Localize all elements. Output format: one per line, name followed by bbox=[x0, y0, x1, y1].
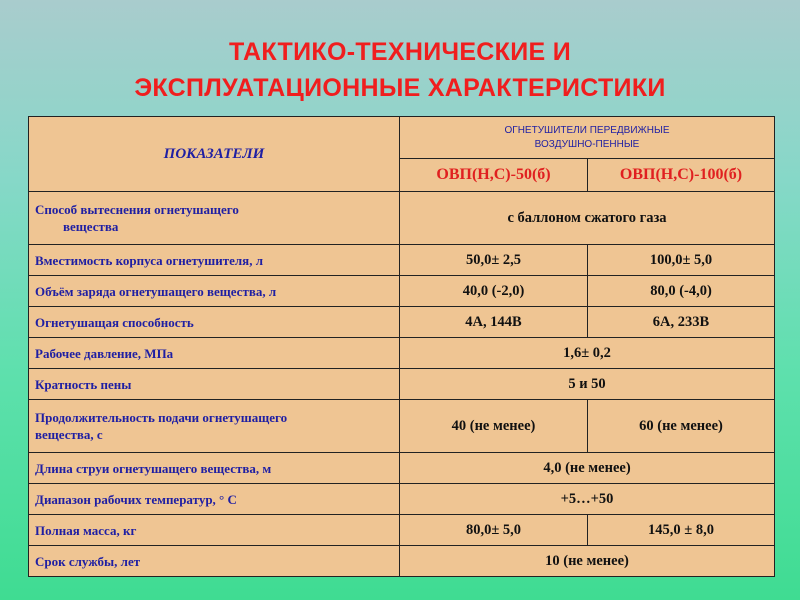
row-value: 10 (не менее) bbox=[400, 546, 775, 577]
row-value: с баллоном сжатого газа bbox=[400, 192, 775, 245]
row-value-model-2: 6А, 233В bbox=[588, 307, 775, 338]
row-value-model-1: 4А, 144В bbox=[400, 307, 588, 338]
specifications-table bbox=[28, 116, 775, 577]
row-value: +5…+50 bbox=[400, 484, 775, 515]
header-model-2: ОВП(Н,С)-100(б) bbox=[588, 159, 775, 192]
row-value: 4,0 (не менее) bbox=[400, 453, 775, 484]
table-row bbox=[29, 453, 775, 484]
table-row bbox=[29, 192, 775, 245]
table-header-row bbox=[29, 117, 775, 159]
row-value-model-1: 40 (не менее) bbox=[400, 400, 588, 453]
row-value-model-1: 50,0± 2,5 bbox=[400, 245, 588, 276]
header-group-line-2: ВОЗДУШНО-ПЕННЫЕ bbox=[534, 138, 640, 150]
table-row bbox=[29, 400, 775, 453]
table-row bbox=[29, 484, 775, 515]
table-row bbox=[29, 515, 775, 546]
row-label: Полная масса, кг bbox=[29, 515, 400, 546]
table-row bbox=[29, 369, 775, 400]
row-label-line-1: Продолжительность подачи огнетушащего bbox=[35, 410, 288, 425]
table-row bbox=[29, 338, 775, 369]
row-label: Длина струи огнетушащего вещества, м bbox=[29, 453, 400, 484]
row-label: Рабочее давление, МПа bbox=[29, 338, 400, 369]
row-value-model-1: 40,0 (-2,0) bbox=[400, 276, 588, 307]
row-label: Кратность пены bbox=[29, 369, 400, 400]
table-row bbox=[29, 276, 775, 307]
title-line-2: ЭКСПЛУАТАЦИОННЫЕ ХАРАКТЕРИСТИКИ bbox=[134, 74, 666, 102]
row-label bbox=[29, 192, 400, 245]
table-row bbox=[29, 245, 775, 276]
header-group-line-1: ОГНЕТУШИТЕЛИ ПЕРЕДВИЖНЫЕ bbox=[504, 124, 670, 136]
row-label: Срок службы, лет bbox=[29, 546, 400, 577]
row-value: 5 и 50 bbox=[400, 369, 775, 400]
row-value-model-2: 145,0 ± 8,0 bbox=[588, 515, 775, 546]
table-row bbox=[29, 307, 775, 338]
header-indicators: ПОКАЗАТЕЛИ bbox=[29, 117, 400, 192]
row-value-model-2: 80,0 (-4,0) bbox=[588, 276, 775, 307]
row-label: Вместимость корпуса огнетушителя, л bbox=[29, 245, 400, 276]
table-row bbox=[29, 546, 775, 577]
header-extinguisher-group bbox=[400, 117, 775, 159]
row-value-model-2: 60 (не менее) bbox=[588, 400, 775, 453]
row-label: Диапазон рабочих температур, ° С bbox=[29, 484, 400, 515]
row-value-model-1: 80,0± 5,0 bbox=[400, 515, 588, 546]
title-line-1: ТАКТИКО-ТЕХНИЧЕСКИЕ И bbox=[229, 38, 571, 66]
row-label: Объём заряда огнетушащего вещества, л bbox=[29, 276, 400, 307]
row-label-line-2: вещества, с bbox=[35, 427, 103, 442]
row-label-line-2: вещества bbox=[63, 219, 119, 234]
row-label bbox=[29, 400, 400, 453]
row-label-line-1: Способ вытеснения огнетушащего bbox=[35, 202, 239, 217]
header-model-1: ОВП(Н,С)-50(б) bbox=[400, 159, 588, 192]
row-value: 1,6± 0,2 bbox=[400, 338, 775, 369]
row-value-model-2: 100,0± 5,0 bbox=[588, 245, 775, 276]
row-label: Огнетушащая способность bbox=[29, 307, 400, 338]
page-title bbox=[0, 34, 800, 106]
